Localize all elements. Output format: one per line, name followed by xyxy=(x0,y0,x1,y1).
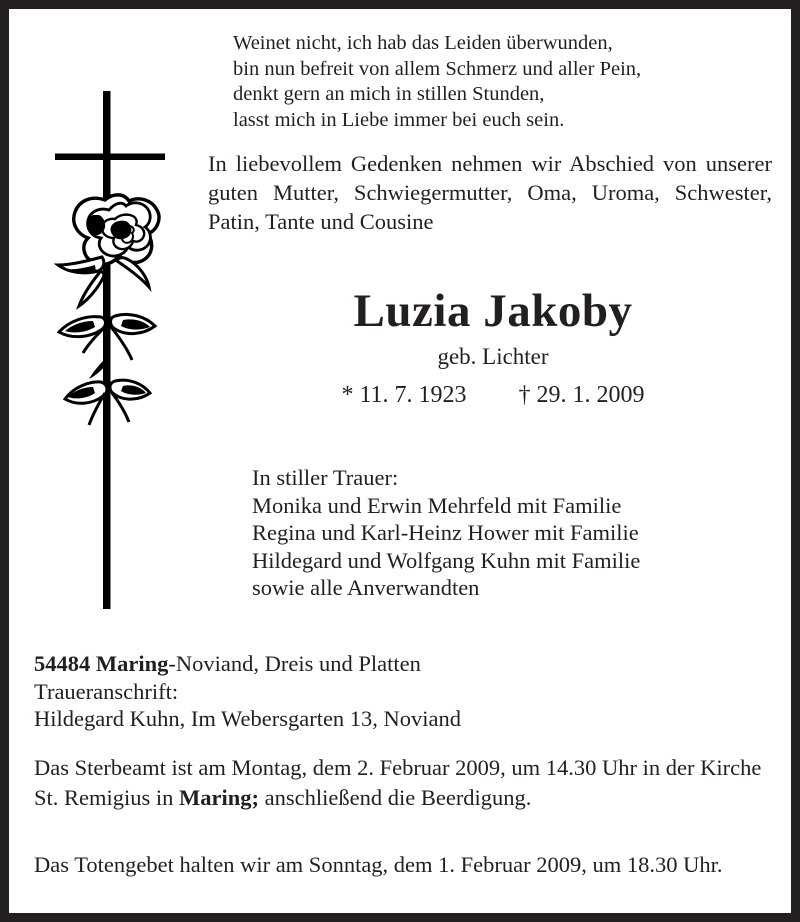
service-part-2: anschließend die Beerdigung. xyxy=(259,785,532,810)
prayer-text: Das Totengebet halten wir am Sonntag, dem 1. Februar 2009, um 18.30 Uhr. xyxy=(34,852,723,877)
postal-code: 54484 xyxy=(34,651,91,676)
deceased-maiden-name: geb. Lichter xyxy=(437,344,549,369)
birth-date: * 11. 7. 1923 xyxy=(341,382,467,408)
death-date: † 29. 1. 2009 xyxy=(518,382,645,408)
mourners-block xyxy=(252,464,791,602)
deceased-name-block xyxy=(208,284,778,412)
dedication-text: In liebevollem Gedenken nehmen wir Abschied von unserer guten Mutter, Schwiegermutter, Oma, Uroma, Schwester, Patin, Tante und Cousine xyxy=(208,151,772,234)
mourners-heading: In stiller Trauer: xyxy=(252,465,399,490)
service-paragraph xyxy=(34,753,782,813)
memorial-poem xyxy=(233,31,778,133)
service-text xyxy=(34,753,782,813)
poem-line-1: Weinet nicht, ich hab das Leiden überwunden, xyxy=(233,32,613,54)
address-contact: Hildegard Kuhn, Im Webersgarten 13, Noviand xyxy=(34,706,462,731)
cross-with-rose-icon xyxy=(31,69,196,629)
poem-line-4: lasst mich in Liebe immer bei euch sein. xyxy=(233,108,565,131)
service-place-bold: Maring; xyxy=(179,785,260,810)
address-place-line xyxy=(34,650,779,678)
poem-line-3: denkt gern an mich in stillen Stunden, xyxy=(233,83,545,105)
deceased-name: Luzia Jakoby xyxy=(353,285,633,337)
address-block xyxy=(34,650,779,733)
notice-sheet xyxy=(9,9,791,913)
prayer-paragraph xyxy=(34,850,782,880)
mourner-line-2: Regina und Karl-Heinz Hower mit Familie xyxy=(252,520,639,545)
poem-line-2: bin nun befreit von allem Schmerz und aller Pein, xyxy=(233,57,642,80)
place-name-rest: -Noviand, Dreis und Platten xyxy=(168,651,421,676)
life-dates xyxy=(208,378,778,412)
mourner-line-1: Monika und Erwin Mehrfeld mit Familie xyxy=(252,492,622,518)
mourner-line-4: sowie alle Anverwandten xyxy=(252,575,480,600)
place-name-bold: Maring xyxy=(95,651,169,676)
service-part-1: Das Sterbeamt ist am Montag, dem 2. Februar 2009, um 14.30 Uhr in der Kirche St. Remigius in xyxy=(34,755,762,810)
address-label: Traueranschrift: xyxy=(34,678,179,704)
mourner-line-3: Hildegard und Wolfgang Kuhn mit Familie xyxy=(252,547,641,573)
